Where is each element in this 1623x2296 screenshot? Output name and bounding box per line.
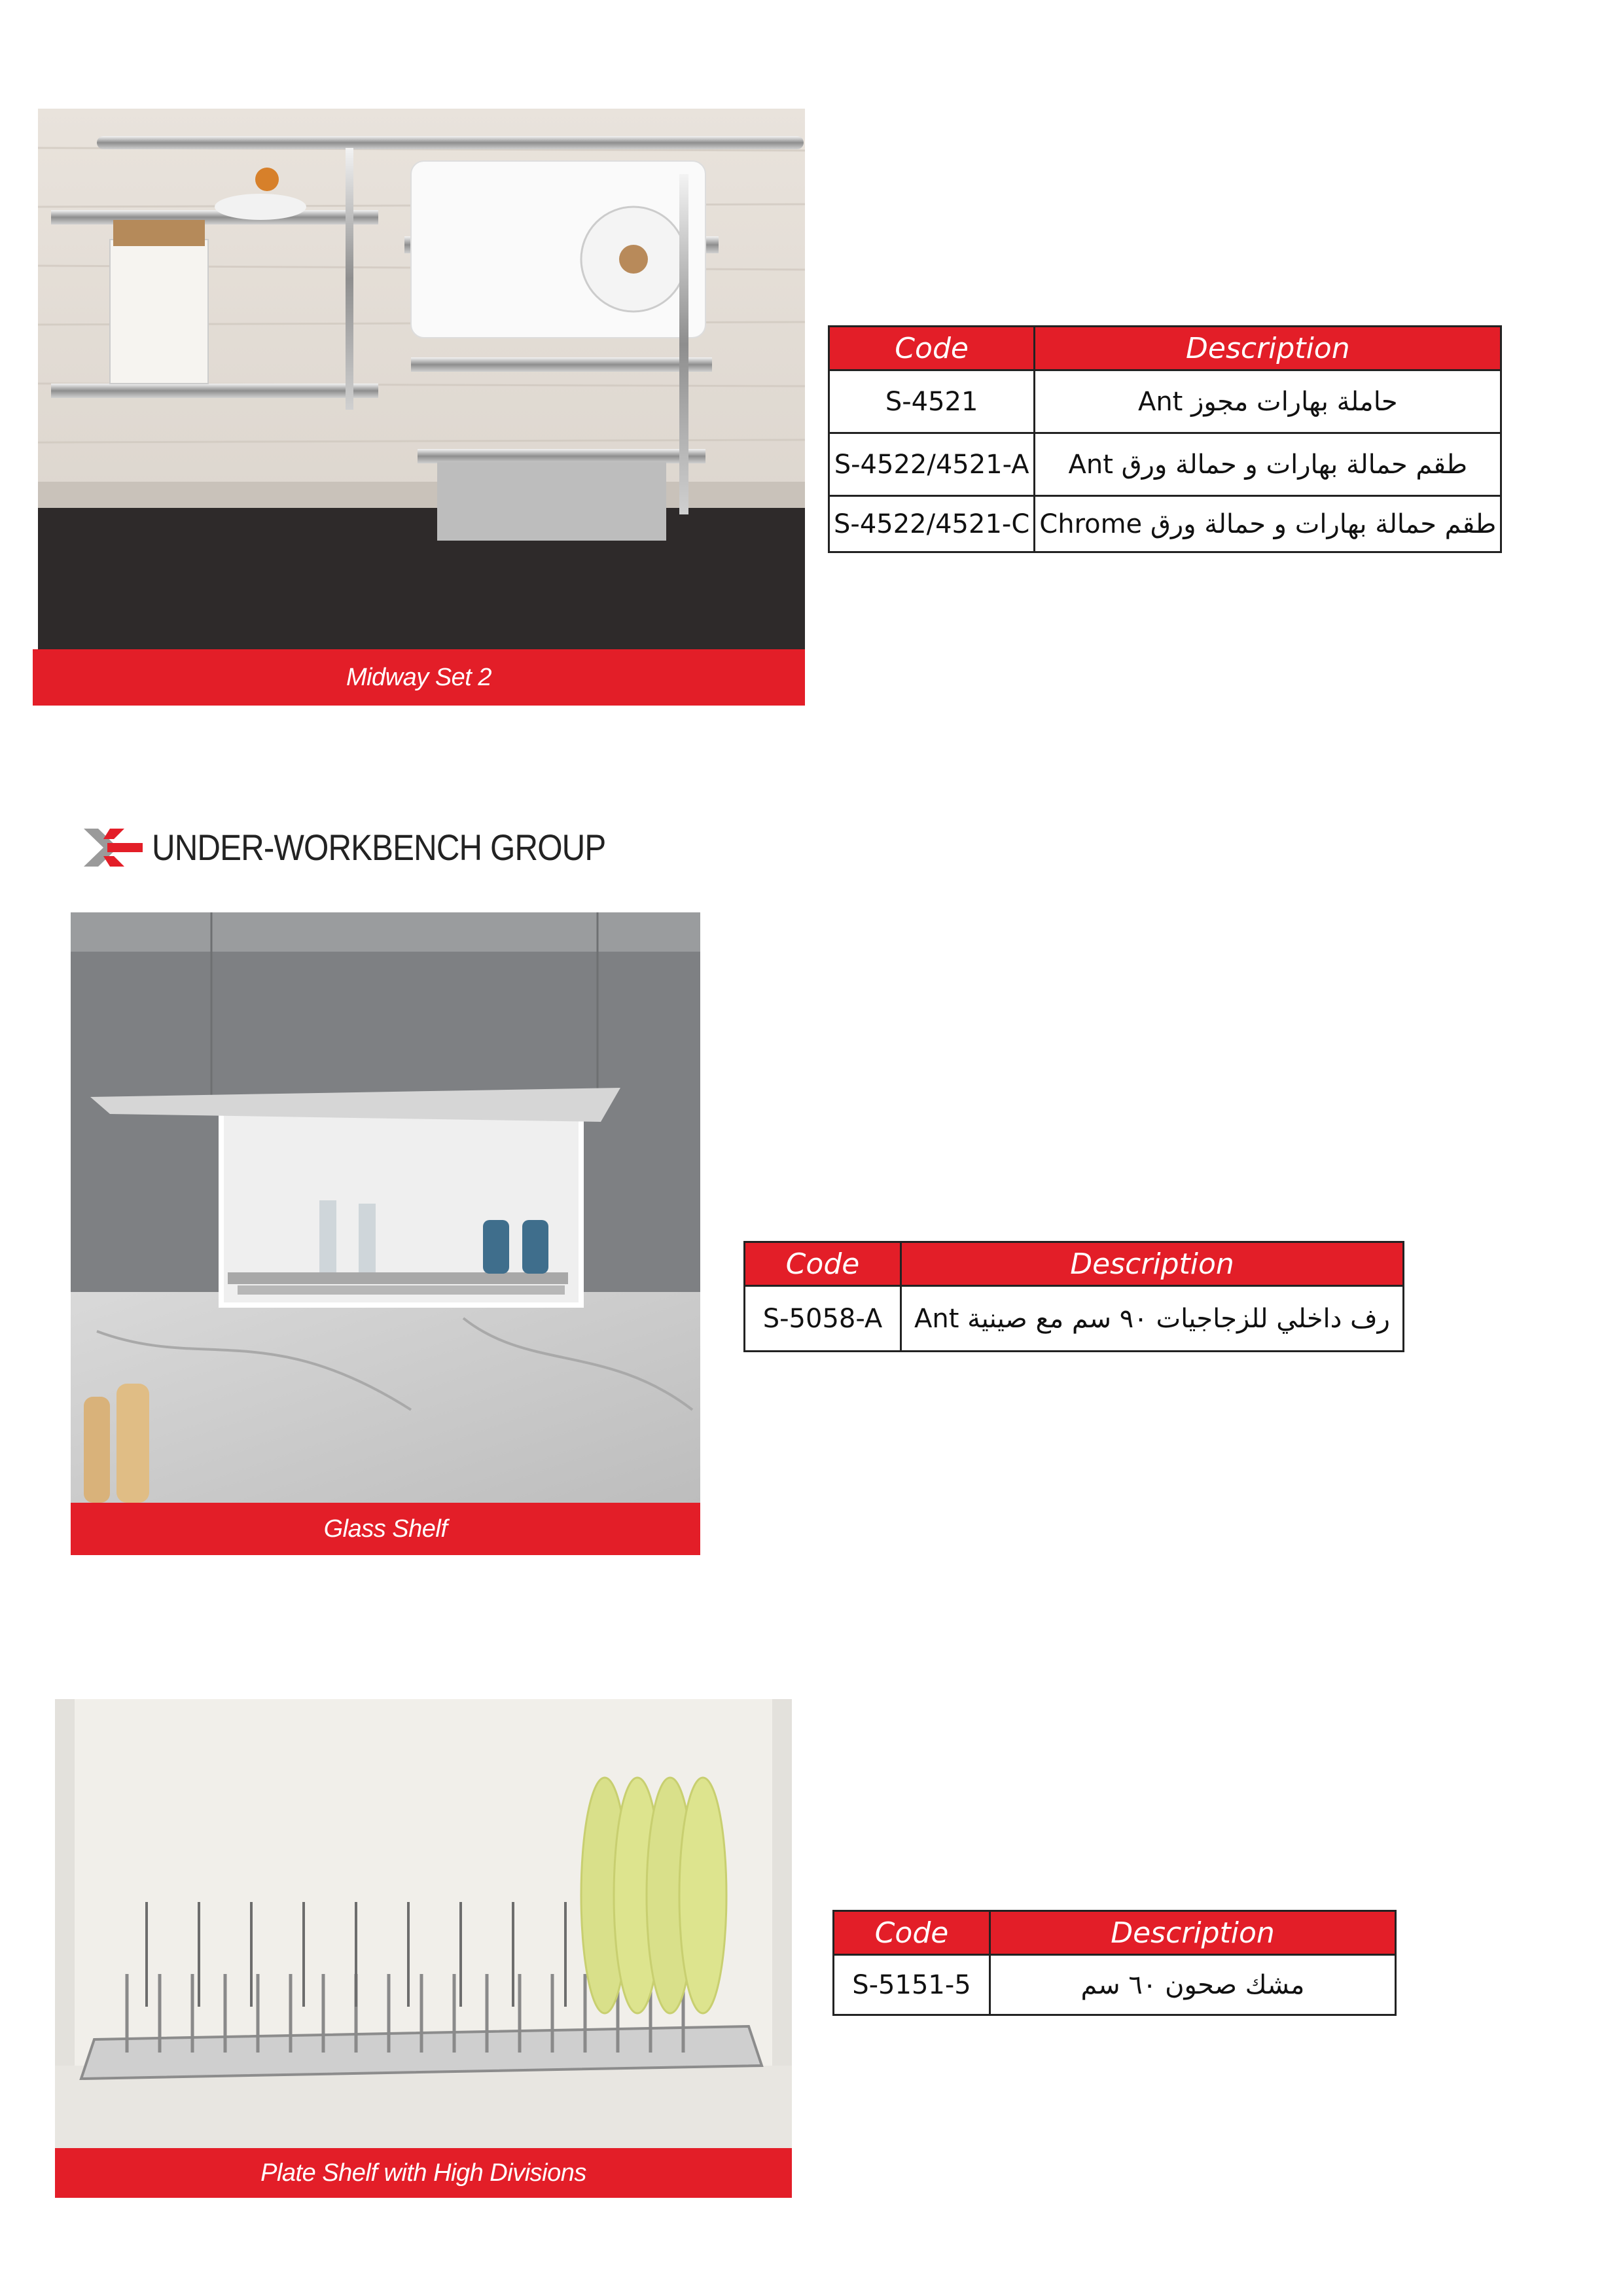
code-cell: S-4522/4521-C [829, 496, 1035, 552]
code-header: Code [745, 1242, 901, 1286]
table-header-row [829, 327, 1501, 370]
table-row [745, 1286, 1404, 1352]
description-cell: طقم حمالة بهارات و حمالة ورق Ant [1035, 433, 1501, 496]
description-header: Description [990, 1911, 1396, 1955]
brand-logo-icon [84, 829, 143, 867]
code-cell: S-5058-A [745, 1286, 901, 1352]
group-title: UNDER-WORKBENCH GROUP [152, 827, 606, 868]
description-cell: مشك صحون ٦٠ سم [990, 1955, 1396, 2015]
glass-shelf-caption: Glass Shelf [71, 1503, 700, 1555]
table-header-row [834, 1911, 1396, 1955]
table-row [829, 370, 1501, 433]
plate-shelf-caption: Plate Shelf with High Divisions [55, 2148, 792, 2198]
table-row [829, 496, 1501, 552]
midway-caption: Midway Set 2 [33, 649, 805, 706]
code-cell: S-4522/4521-A [829, 433, 1035, 496]
description-cell: رف داخلي للزجاجيات ٩٠ سم مع صينية Ant [901, 1286, 1404, 1352]
glass-shelf-spec-table [743, 1241, 1404, 1352]
code-cell: S-4521 [829, 370, 1035, 433]
code-header: Code [829, 327, 1035, 370]
midway-set-photo [38, 109, 805, 649]
table-row [834, 1955, 1396, 2015]
description-cell: طقم حمالة بهارات و حمالة ورق Chrome [1035, 496, 1501, 552]
table-header-row [745, 1242, 1404, 1286]
code-cell: S-5151-5 [834, 1955, 990, 2015]
description-cell: حاملة بهارات مجوز Ant [1035, 370, 1501, 433]
table-row [829, 433, 1501, 496]
plate-shelf-photo [55, 1699, 792, 2148]
code-header: Code [834, 1911, 990, 1955]
glass-shelf-photo [71, 912, 700, 1503]
description-header: Description [1035, 327, 1501, 370]
plate-shelf-spec-table [832, 1910, 1397, 2016]
midway-spec-table [828, 325, 1502, 553]
description-header: Description [901, 1242, 1404, 1286]
